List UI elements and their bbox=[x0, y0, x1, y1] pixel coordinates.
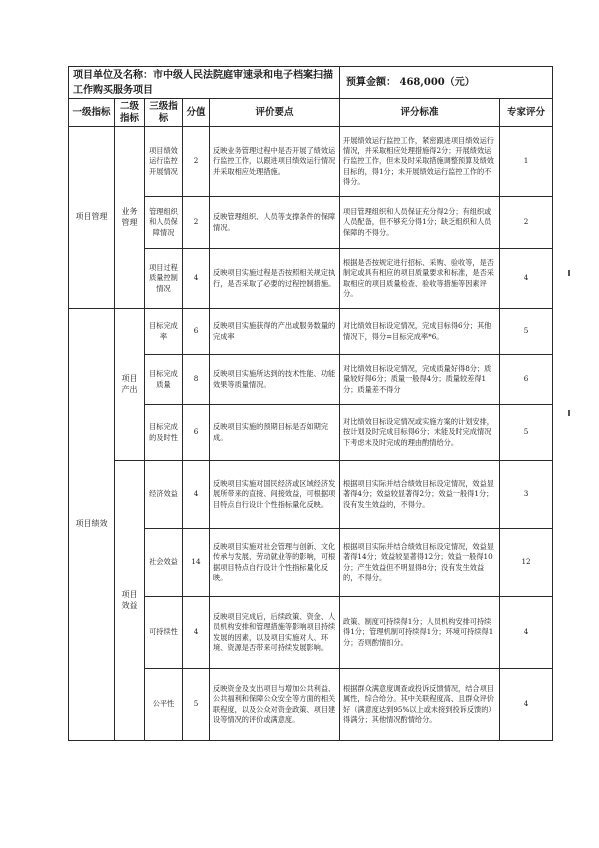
standard-cell: 开展绩效运行监控工作，紧密跟进项目绩效运行情况，并采取相应处理措施得2分；开展绩效运行监控工作，但未及时采取措施调整预算及绩效目标的，得1分；未开展绩效运行监控工作的不得分。 bbox=[340, 127, 500, 197]
point-cell: 反映业务管理过程中是否开展了绩效运行监控工作，以跟进项目绩效运行情况并采取相应处理措施。 bbox=[210, 127, 340, 197]
expert-score-cell: 2 bbox=[500, 197, 553, 249]
expert-score-cell: 6 bbox=[500, 355, 553, 405]
col-header-level3: 三级指标 bbox=[145, 99, 183, 127]
score-cell: 6 bbox=[183, 309, 210, 355]
level1-project-performance: 项目绩效 bbox=[69, 309, 115, 741]
expert-score-cell: 4 bbox=[500, 249, 553, 309]
standard-cell: 根据项目实际并结合绩效目标设定情况，效益显著得14分；效益较显著得12分；效益一般得10分；产生效益但不明显得8分；没有发生效益的，不得分。 bbox=[340, 529, 500, 597]
standard-cell: 根据项目实际并结合绩效目标设定情况，效益显著得4分；效益较显著得2分；效益一般得1分；没有发生效益的，不得分。 bbox=[340, 461, 500, 529]
table-row bbox=[69, 309, 553, 355]
level3-cell: 公平性 bbox=[145, 669, 183, 741]
level3-cell: 目标完成质量 bbox=[145, 355, 183, 405]
project-unit-name: 项目单位及名称：市中级人民法院庭审速录和电子档案扫描工作购买服务项目 bbox=[69, 67, 340, 99]
expert-score-cell: 4 bbox=[500, 669, 553, 741]
col-header-point: 评价要点 bbox=[210, 99, 340, 127]
col-header-standard: 评分标准 bbox=[340, 99, 500, 127]
standard-cell: 政策、制度可持续得1分；人员机构安排可持续得1分；管理机制可持续得1分；环境可持续得1分；否则酌情扣分。 bbox=[340, 597, 500, 669]
standard-cell: 根据群众满意度调查或投诉反馈情况，结合项目属性，综合给分。其中关联程度高、且群众评价好（满意度达到95%以上或未接到投诉反馈的）得满分；其他情况酌情给分。 bbox=[340, 669, 500, 741]
evaluation-table bbox=[68, 66, 553, 741]
score-cell: 14 bbox=[183, 529, 210, 597]
score-cell: 5 bbox=[183, 669, 210, 741]
col-header-level2: 二级指标 bbox=[115, 99, 145, 127]
expert-score-cell: 12 bbox=[500, 529, 553, 597]
table-title-row bbox=[69, 67, 553, 99]
standard-cell: 项目管理组织和人员保证充分得2分；有组织或人员配备，但不够充分得1分；缺乏组织和人员保障的不得分。 bbox=[340, 197, 500, 249]
point-cell: 反映项目完成后，后续政策、资金、人员机构安排和管理措施等影响项目持续发展的因素，以及项目实施对人、环境、资源是否带来可持续发展影响。 bbox=[210, 597, 340, 669]
level2-business-management: 业务管理 bbox=[115, 127, 145, 309]
standard-cell: 对比绩效目标设定情况或实施方案的计划安排，按计划及时完成目标得6分；未能及时完成情况下考虑未及时完成的理由酌情给分。 bbox=[340, 405, 500, 461]
scan-mark bbox=[568, 410, 570, 416]
standard-cell: 对比绩效目标设定情况，完成质量好得8分；质量较好得6分；质量一般得4分；质量较差得1分；质量差不得分 bbox=[340, 355, 500, 405]
level3-cell: 项目绩效运行监控开展情况 bbox=[145, 127, 183, 197]
level3-cell: 社会效益 bbox=[145, 529, 183, 597]
level3-cell: 管理组织和人员保障情况 bbox=[145, 197, 183, 249]
score-cell: 2 bbox=[183, 127, 210, 197]
score-cell: 4 bbox=[183, 461, 210, 529]
budget-amount bbox=[340, 67, 553, 99]
point-cell: 反映项目实施的预期目标是否如期完成。 bbox=[210, 405, 340, 461]
point-cell: 反映项目实施对社会管理与创新、文化传承与发展、劳动就业等的影响，可根据项目特点自行设计个性指标量化反映。 bbox=[210, 529, 340, 597]
standard-cell: 根据是否按规定进行招标、采购、验收等，是否制定或具有相应的项目质量要求和标准，是否采取相应的项目质量检查、验收等措施等因素评分。 bbox=[340, 249, 500, 309]
level2-project-benefit: 项目效益 bbox=[115, 461, 145, 741]
level2-project-output: 项目产出 bbox=[115, 309, 145, 461]
col-header-score: 分值 bbox=[183, 99, 210, 127]
level3-cell: 经济效益 bbox=[145, 461, 183, 529]
point-cell: 反映项目实施所达到的技术性能、功能效果等质量情况。 bbox=[210, 355, 340, 405]
col-header-expert: 专家评分 bbox=[500, 99, 553, 127]
level3-cell: 目标完成率 bbox=[145, 309, 183, 355]
level1-project-management: 项目管理 bbox=[69, 127, 115, 309]
point-cell: 反映项目实施过程是否按照相关规定执行，是否采取了必要的过程控制措施。 bbox=[210, 249, 340, 309]
score-cell: 4 bbox=[183, 597, 210, 669]
level3-cell: 可持续性 bbox=[145, 597, 183, 669]
expert-score-cell: 5 bbox=[500, 405, 553, 461]
evaluation-sheet bbox=[68, 66, 552, 741]
standard-cell: 对比绩效目标设定情况，完成目标得6分；其他情况下，得分=目标完成率*6。 bbox=[340, 309, 500, 355]
score-cell: 2 bbox=[183, 197, 210, 249]
level3-cell: 项目过程质量控制情况 bbox=[145, 249, 183, 309]
score-cell: 4 bbox=[183, 249, 210, 309]
point-cell: 反映项目实施对国民经济或区域经济发展所带来的直接、间接效益，可根据项目特点自行设计个性指标量化反映。 bbox=[210, 461, 340, 529]
scan-mark bbox=[568, 270, 570, 276]
score-cell: 8 bbox=[183, 355, 210, 405]
budget-label: 预算金额： bbox=[346, 77, 397, 88]
expert-score-cell: 4 bbox=[500, 597, 553, 669]
expert-score-cell: 3 bbox=[500, 461, 553, 529]
expert-score-cell: 1 bbox=[500, 127, 553, 197]
point-cell: 反映管理组织、人员等支撑条件的保障情况。 bbox=[210, 197, 340, 249]
point-cell: 反映项目实施获得的产出或服务数量的完成率 bbox=[210, 309, 340, 355]
point-cell: 反映资金及支出项目与增加公共利益、公共福利和保障公众安全等方面的相关联程度，以及公众对资金政策、项目建设等情况的评价或满意度。 bbox=[210, 669, 340, 741]
budget-value: 468,000（元） bbox=[399, 77, 475, 88]
level3-cell: 目标完成的及时性 bbox=[145, 405, 183, 461]
column-header-row bbox=[69, 99, 553, 127]
table-row bbox=[69, 461, 553, 529]
col-header-level1: 一级指标 bbox=[69, 99, 115, 127]
table-row bbox=[69, 127, 553, 197]
expert-score-cell: 5 bbox=[500, 309, 553, 355]
score-cell: 6 bbox=[183, 405, 210, 461]
